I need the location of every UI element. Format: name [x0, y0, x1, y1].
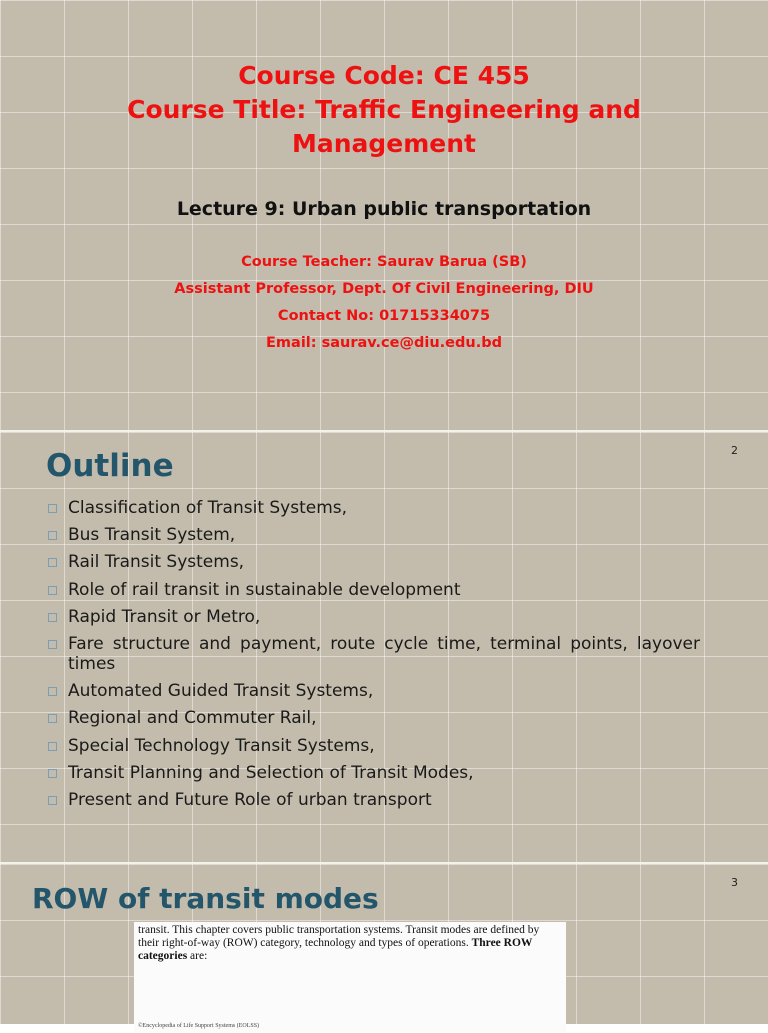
outline-slide [0, 432, 768, 862]
list-item-text: Bus Transit System, [68, 525, 236, 546]
list-item-text: Classification of Transit Systems, [68, 498, 348, 518]
list-item [46, 736, 700, 756]
list-item [46, 763, 700, 783]
course-teacher: Course Teacher: Saurav Barua (SB) [241, 254, 527, 270]
list-item [46, 580, 700, 600]
square-bullet-icon [48, 586, 57, 595]
list-item-text: Rapid Transit or Metro, [68, 606, 261, 627]
email: Email: saurav.ce@diu.edu.bd [266, 335, 502, 351]
square-bullet-icon [48, 531, 57, 540]
row-slide [0, 864, 768, 1029]
slide-title: Outline [46, 448, 174, 484]
square-bullet-icon [48, 714, 57, 723]
list-item [46, 681, 700, 701]
slide-number: 2 [731, 444, 738, 457]
list-item [46, 607, 700, 627]
square-bullet-icon [48, 796, 57, 805]
list-item [46, 708, 700, 728]
square-bullet-icon [48, 742, 57, 751]
course-title-line2: Management [291, 129, 477, 158]
list-item-text: Rail Transit Systems, [68, 552, 245, 573]
excerpt-footnote: ©Encyclopedia of Life Support Systems (EOLSS) [138, 1023, 260, 1029]
square-bullet-icon [48, 640, 57, 649]
list-item-text: Fare structure and payment, route cycle time, terminal points, layover times [68, 633, 700, 674]
teacher-position: Assistant Professor, Dept. Of Civil Engineering, DIU [174, 281, 594, 297]
excerpt-bold-text: Three ROW categories [138, 937, 533, 962]
slide-number: 3 [731, 876, 738, 889]
square-bullet-icon [48, 613, 57, 622]
excerpt-text: transit. This chapter covers public transportation systems. Transit modes are defined by their right-of-way (ROW) category, technology and types of operations. [138, 924, 540, 949]
course-title-line1: Course Title: Traffic Engineering and [127, 95, 641, 124]
list-item [46, 634, 700, 674]
square-bullet-icon [48, 687, 57, 696]
list-item-text: Role of rail transit in sustainable development [68, 579, 461, 600]
square-bullet-icon [48, 558, 57, 567]
list-item-text: Transit Planning and Selection of Transit Modes, [68, 762, 474, 783]
list-item [46, 498, 700, 518]
outline-list [46, 498, 700, 817]
excerpt-tail-text: are: [190, 950, 208, 962]
text-excerpt-image [134, 922, 566, 1032]
square-bullet-icon [48, 769, 57, 778]
lecture-title: Lecture 9: Urban public transportation [176, 198, 592, 220]
list-item [46, 790, 700, 810]
list-item [46, 552, 700, 572]
list-item-text: Automated Guided Transit Systems, [68, 681, 374, 702]
square-bullet-icon [48, 504, 57, 513]
contact-number: Contact No: 01715334075 [277, 308, 491, 324]
title-slide [0, 0, 768, 430]
list-item-text: Special Technology Transit Systems, [68, 735, 375, 756]
list-item [46, 525, 700, 545]
list-item-text: Regional and Commuter Rail, [68, 708, 317, 729]
course-code: Course Code: CE 455 [238, 61, 530, 90]
list-item-text: Present and Future Role of urban transport [68, 789, 432, 810]
slide-title: ROW of transit modes [32, 882, 379, 915]
